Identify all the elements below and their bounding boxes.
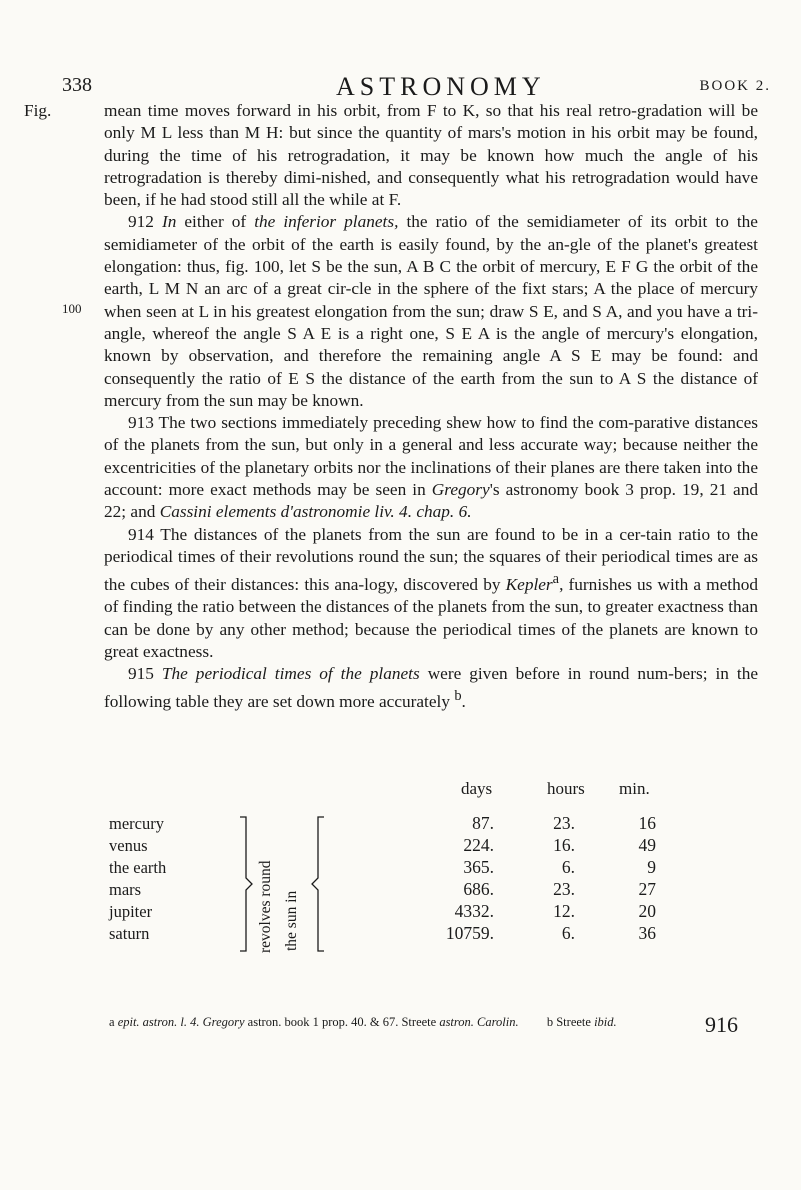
paragraph-text: the ratio of the semidiameter of its orbit to the semidiameter of the orbit of the earth is easily found, by the an-gle of the planet's greatest elongation: thus, fig. 100, let S be the sun, A B C the orbit of mercury, E F G the orbit of the earth, L M N an arc of a great cir-cle in the sphere of the fixt stars; A the place of mercury when seen at L in his greatest elongation from the sun; draw S E, and S A, and you have a tri-angle, whereof the angle S A E is a right one, S E A is the angle of mercury's elongation, known by observation, and therefore the remaining angle A S E may be found: and consequently the ratio of E S the distance of the earth from the sun to A S the distance of mercury from the sun may be known. <box>104 212 758 410</box>
margin-figure-reference: 100 <box>62 301 82 316</box>
planet-name: mercury <box>109 814 164 833</box>
min-value: 36 <box>638 923 656 943</box>
left-bracket <box>240 817 252 951</box>
hours-value: 12. <box>553 901 575 921</box>
column-header-days: days <box>461 779 493 798</box>
emphasis: Kepler <box>505 575 553 594</box>
paragraph-914 <box>104 524 758 664</box>
book-label: BOOK 2. <box>699 78 771 94</box>
footnote-author: Gregory <box>202 1015 245 1029</box>
planet-name: mars <box>109 880 142 899</box>
paragraph-text: mean time moves forward in his orbit, from F to K, so that his real retro-gradation will be only M L less than M H: but since the quantity of mars's motion in his orbit may be found, during the time of his retrogradation, it may be known how much the angle of his retrogradation is thereby dimi-nished, and consequently what his retrogradation would have been, if he had stood still all the while at F. <box>104 101 758 210</box>
days-value: 686. <box>463 879 494 899</box>
footnote-title: astron. Carolin. <box>439 1015 519 1029</box>
days-value: 4332. <box>454 901 494 921</box>
emphasis: Gregory <box>431 480 490 500</box>
running-title: ASTRONOMY <box>336 72 546 101</box>
paragraph-text: The two sections immediately preceding shew how to find the com-parative distances of the planets from the sun, but only in a general and less accurate way; because neither the excentricities of the planetary orbits nor the inclinations of their planes are there taken into the account: more exact methods may be seen in <box>104 413 758 500</box>
section-number: 913 <box>128 413 154 433</box>
catchword: 916 <box>705 1012 738 1037</box>
paragraph-text: . <box>461 692 466 712</box>
page-number: 338 <box>62 74 92 96</box>
emphasis: The periodical times of the planets <box>161 664 420 684</box>
hours-value: 6. <box>561 857 575 877</box>
min-value: 27 <box>638 879 656 899</box>
planet-name: venus <box>109 836 148 855</box>
footnote-text: astron. book 1 prop. 40. & 67. Streete <box>247 1015 437 1029</box>
min-value: 20 <box>638 901 656 921</box>
paragraph-text: were given before in round num-bers; in the following table they are set down more accurately <box>104 664 758 712</box>
footnotes <box>109 1015 617 1030</box>
paragraph-915 <box>104 663 758 713</box>
paragraph-912 <box>104 211 758 412</box>
days-value: 224. <box>463 835 494 855</box>
column-header-min: min. <box>619 779 650 798</box>
min-value: 16 <box>638 813 656 833</box>
vertical-label-the-sun-in: the sun in <box>283 890 300 951</box>
footnote-marker-b: b <box>546 1015 554 1029</box>
days-value: 87. <box>472 813 494 833</box>
fig-label: Fig. <box>24 101 52 120</box>
footnote-marker-a: a <box>109 1015 115 1029</box>
footnote-text: Streete <box>556 1015 591 1029</box>
hours-value: 16. <box>553 835 575 855</box>
emphasis: Cassini elements d'astronomie liv. 4. chap. 6. <box>159 502 472 522</box>
planet-name: jupiter <box>109 902 153 921</box>
hours-value: 6. <box>561 923 575 943</box>
paragraph-913 <box>104 412 758 523</box>
section-number: 912 <box>128 212 154 232</box>
emphasis: the inferior planets, <box>254 212 399 232</box>
section-number: 915 <box>128 664 154 684</box>
body-text <box>24 100 758 714</box>
right-bracket <box>312 817 324 951</box>
paragraph-continued <box>24 100 758 211</box>
column-header-hours: hours <box>547 779 585 798</box>
days-value: 365. <box>463 857 494 877</box>
planet-name: the earth <box>109 858 167 877</box>
paragraph-text: , furnishes us with a method of finding the ratio between the distances of the planets from the sun, to greater exactness than can be done by any other method; because the periodical times of the planets are known to great exactness. <box>104 575 758 661</box>
section-number: 914 <box>128 524 154 544</box>
hours-value: 23. <box>553 813 575 833</box>
paragraph-text: 's astronomy book 3 prop. 19, 21 and 22; and <box>104 480 758 522</box>
vertical-label-revolves-round: revolves round <box>257 860 274 953</box>
footnote-marker: a <box>552 571 560 588</box>
paragraph-text: either of <box>184 212 247 232</box>
days-value: 10759. <box>445 923 494 943</box>
footnote-ibid: ibid. <box>594 1015 617 1029</box>
min-value: 49 <box>638 835 656 855</box>
min-value: 9 <box>647 857 656 877</box>
footnote-marker: b <box>454 688 462 705</box>
emphasis: In <box>161 212 177 232</box>
planet-name: saturn <box>109 924 150 943</box>
paragraph-text: The distances of the planets from the sun are found to be in a cer-tain ratio to the periodical times of their revolutions round the sun; the squares of their periodical times are as the cubes of their distances: this ana-logy, discovered by <box>104 524 758 594</box>
hours-value: 23. <box>553 879 575 899</box>
footnote-text: epit. astron. l. 4. <box>117 1015 200 1029</box>
